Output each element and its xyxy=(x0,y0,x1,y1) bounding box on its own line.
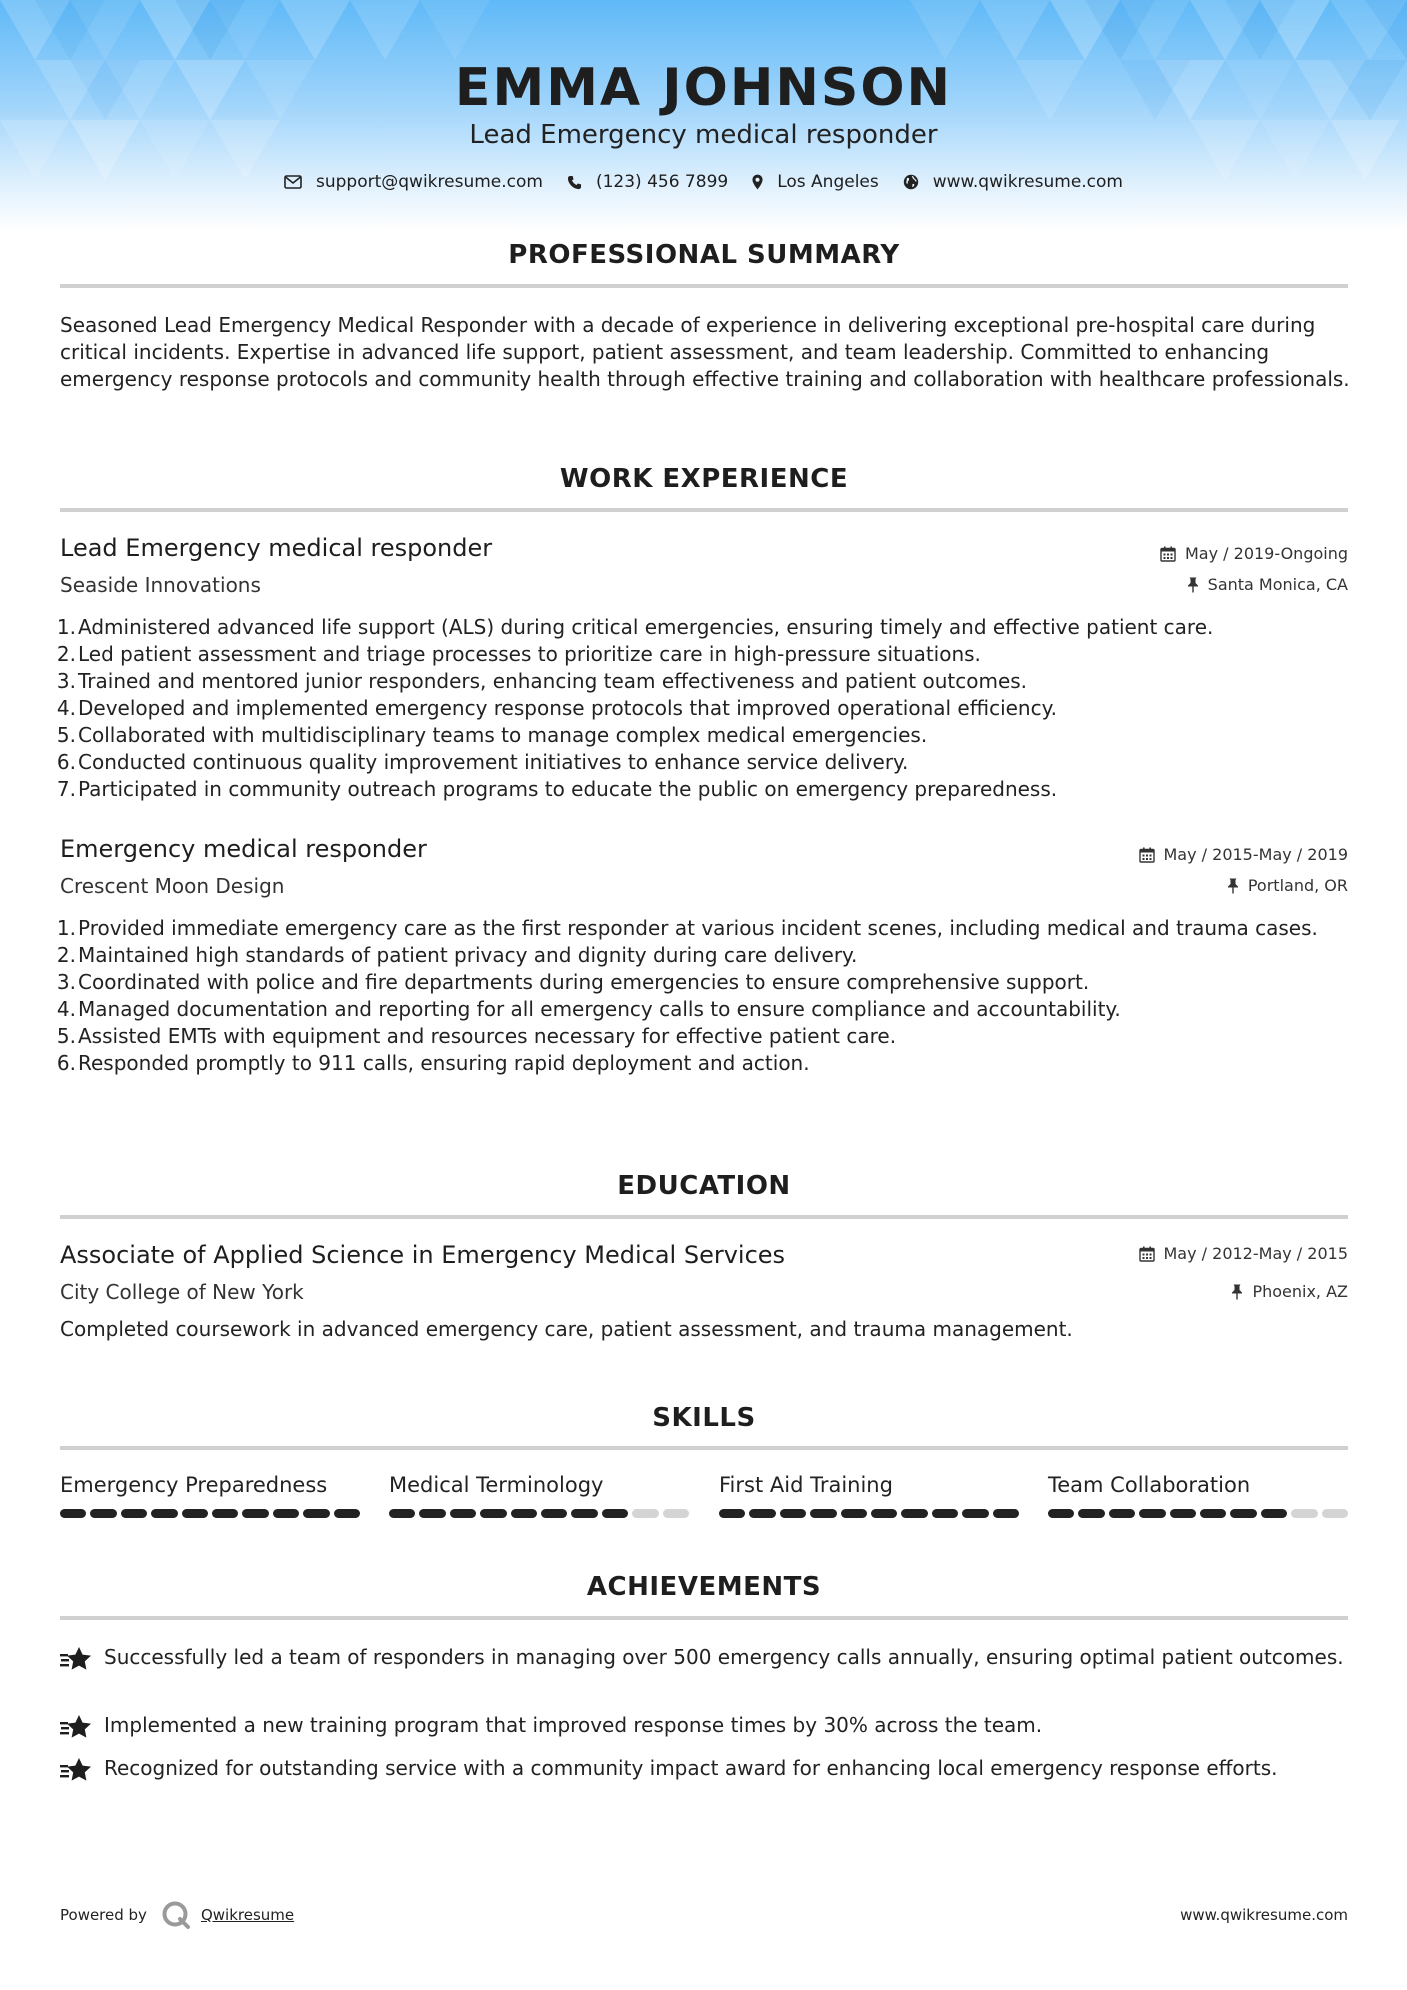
calendar-icon xyxy=(1139,847,1155,863)
calendar-icon xyxy=(1139,1246,1155,1262)
experience-heading: WORK EXPERIENCE xyxy=(559,464,849,494)
education-school: City College of New York xyxy=(60,1280,304,1304)
list-item: 3. Trained and mentored junior responders, enhancing team effectiveness and patient outcomes. xyxy=(56,669,1028,693)
job-dates-text: May / 2015-May / 2019 xyxy=(1163,845,1348,864)
job-company: Crescent Moon Design xyxy=(60,874,285,898)
education-degree: Associate of Applied Science in Emergency Medical Services xyxy=(60,1241,786,1269)
summary-heading: PROFESSIONAL SUMMARY xyxy=(508,240,900,270)
skill-level-segment xyxy=(303,1509,329,1518)
skill-level-segment xyxy=(1139,1509,1165,1518)
list-item: 3. Coordinated with police and fire departments during emergencies to ensure comprehensive support. xyxy=(56,970,1090,994)
skill-level-segment xyxy=(962,1509,988,1518)
skill-level-segment xyxy=(1078,1509,1104,1518)
skill-level-segment xyxy=(871,1509,897,1518)
envelope-icon xyxy=(284,175,302,189)
list-item: 5. Collaborated with multidisciplinary teams to manage complex medical emergencies. xyxy=(56,723,928,747)
list-item: 6. Responded promptly to 911 calls, ensuring rapid deployment and action. xyxy=(56,1051,810,1075)
pushpin-icon xyxy=(1187,577,1199,593)
star-award-icon xyxy=(60,1646,92,1672)
contact-phone[interactable] xyxy=(567,172,728,192)
contact-website[interactable] xyxy=(903,172,1123,192)
skill-level-segment xyxy=(1109,1509,1135,1518)
skill-level-segment xyxy=(932,1509,958,1518)
skill-level-segment xyxy=(1261,1509,1287,1518)
skill-level-segment xyxy=(1230,1509,1256,1518)
skill-level-segment xyxy=(632,1509,658,1518)
job-location-text: Santa Monica, CA xyxy=(1207,575,1348,594)
skill-level-segment xyxy=(450,1509,476,1518)
job-title: Emergency medical responder xyxy=(60,835,427,863)
achievement-text: Recognized for outstanding service with a community impact award for enhancing local emergency response efforts. xyxy=(104,1756,1278,1780)
skills-heading: SKILLS xyxy=(652,1403,756,1433)
contact-bar xyxy=(0,172,1407,192)
skill-level-segment xyxy=(121,1509,147,1518)
job-location xyxy=(1187,575,1348,594)
achievement-item xyxy=(60,1755,1350,1783)
skill-item xyxy=(60,1473,360,1518)
contact-email-text: support@qwikresume.com xyxy=(316,172,543,192)
skill-item xyxy=(1048,1473,1348,1518)
skill-level-segment xyxy=(212,1509,238,1518)
skill-level-segment xyxy=(1170,1509,1196,1518)
list-item: 4. Developed and implemented emergency response protocols that improved operational efficiency. xyxy=(56,696,1057,720)
education-dates xyxy=(1139,1244,1349,1263)
job-responsibilities xyxy=(56,614,1350,803)
skill-level-segment xyxy=(1291,1509,1317,1518)
skill-name: Medical Terminology xyxy=(389,1473,604,1497)
pushpin-icon xyxy=(1231,1284,1243,1300)
calendar-icon xyxy=(1160,546,1176,562)
job-dates xyxy=(1160,544,1348,563)
achievement-text: Successfully led a team of responders in managing over 500 emergency calls annually, ensuring optimal patient outcomes. xyxy=(104,1645,1344,1669)
skill-level-segment xyxy=(182,1509,208,1518)
skill-level-segment xyxy=(151,1509,177,1518)
skill-level-segment xyxy=(60,1509,86,1518)
achievement-text: Implemented a new training program that improved response times by 30% across the team. xyxy=(104,1713,1043,1737)
skill-level-segment xyxy=(602,1509,628,1518)
list-item: 1. Provided immediate emergency care as the first responder at various incident scenes, including medical and trauma cases. xyxy=(56,916,1318,940)
skill-level-segment xyxy=(511,1509,537,1518)
skill-level-segment xyxy=(242,1509,268,1518)
skill-level-segment xyxy=(419,1509,445,1518)
skill-level-segment xyxy=(749,1509,775,1518)
contact-location-text: Los Angeles xyxy=(777,172,879,192)
list-item: 4. Managed documentation and reporting for all emergency calls to ensure compliance and accountability. xyxy=(56,997,1121,1021)
achievements-divider xyxy=(60,1616,1348,1620)
skill-level-segment xyxy=(90,1509,116,1518)
education-dates-text: May / 2012-May / 2015 xyxy=(1163,1244,1348,1263)
skill-level-segment xyxy=(541,1509,567,1518)
skill-item xyxy=(389,1473,689,1518)
skill-level-bar xyxy=(719,1509,1019,1518)
skill-level-segment xyxy=(273,1509,299,1518)
education-heading: EDUCATION xyxy=(617,1171,791,1201)
skill-level-segment xyxy=(480,1509,506,1518)
skill-level-segment xyxy=(810,1509,836,1518)
list-item: 2. Led patient assessment and triage processes to prioritize care in high-pressure situations. xyxy=(56,642,981,666)
summary-text: Seasoned Lead Emergency Medical Responder with a decade of experience in delivering exceptional pre-hospital care during critical incidents. Expertise in advanced life support, patient assessment, and team leadership. Committed to enhancing emergency response protocols and community health through effective training and collaboration with healthcare professionals. xyxy=(60,313,1350,391)
list-item: 6. Conducted continuous quality improvement initiatives to enhance service delivery. xyxy=(56,750,909,774)
skill-level-segment xyxy=(719,1509,745,1518)
qwikresume-logo-icon xyxy=(161,1900,191,1930)
qwikresume-link[interactable]: Qwikresume xyxy=(200,1906,295,1924)
education-location xyxy=(1231,1282,1348,1301)
skill-level-segment xyxy=(841,1509,867,1518)
list-item: 2. Maintained high standards of patient privacy and dignity during care delivery. xyxy=(56,943,858,967)
phone-icon xyxy=(567,175,582,190)
skill-level-segment xyxy=(389,1509,415,1518)
contact-website-text: www.qwikresume.com xyxy=(932,172,1123,192)
pushpin-icon xyxy=(1227,878,1239,894)
education-divider xyxy=(60,1215,1348,1219)
skill-level-segment xyxy=(663,1509,689,1518)
skill-name: Team Collaboration xyxy=(1048,1473,1251,1497)
skill-level-segment xyxy=(780,1509,806,1518)
resume-header xyxy=(0,0,1407,230)
contact-location xyxy=(752,172,879,192)
list-item: 5. Assisted EMTs with equipment and resources necessary for effective patient care. xyxy=(56,1024,897,1048)
achievement-item xyxy=(60,1712,1350,1740)
contact-email[interactable] xyxy=(284,172,543,192)
skill-level-segment xyxy=(993,1509,1019,1518)
skill-name: First Aid Training xyxy=(719,1473,893,1497)
job-dates xyxy=(1139,845,1349,864)
footer-powered-by xyxy=(60,1900,294,1930)
education-description: Completed coursework in advanced emergency care, patient assessment, and trauma management. xyxy=(60,1317,1073,1341)
candidate-name: EMMA JOHNSON xyxy=(454,58,953,118)
summary-divider xyxy=(60,284,1348,288)
skill-level-segment xyxy=(1200,1509,1226,1518)
experience-divider xyxy=(60,508,1348,512)
job-dates-text: May / 2019-Ongoing xyxy=(1185,544,1348,563)
achievement-item xyxy=(60,1644,1350,1672)
list-item: 7. Participated in community outreach programs to educate the public on emergency preparedness. xyxy=(56,777,1058,801)
list-item: 1. Administered advanced life support (ALS) during critical emergencies, ensuring timely and effective patient care. xyxy=(56,615,1214,639)
skill-level-segment xyxy=(334,1509,360,1518)
job-responsibilities xyxy=(56,915,1350,1077)
powered-by-label: Powered by xyxy=(60,1906,147,1924)
skill-level-segment xyxy=(571,1509,597,1518)
skill-item xyxy=(719,1473,1019,1518)
skill-name: Emergency Preparedness xyxy=(60,1473,328,1497)
contact-phone-text: (123) 456 7899 xyxy=(595,172,729,192)
map-marker-icon xyxy=(752,174,763,190)
skill-level-segment xyxy=(1048,1509,1074,1518)
star-award-icon xyxy=(60,1757,92,1783)
skill-level-bar xyxy=(60,1509,360,1518)
skill-level-bar xyxy=(1048,1509,1348,1518)
skills-divider xyxy=(60,1446,1348,1450)
job-location-text: Portland, OR xyxy=(1247,876,1348,895)
footer-website[interactable]: www.qwikresume.com xyxy=(1180,1906,1348,1924)
job-company: Seaside Innovations xyxy=(60,573,261,597)
skill-level-segment xyxy=(1322,1509,1348,1518)
skill-level-segment xyxy=(901,1509,927,1518)
candidate-role: Lead Emergency medical responder xyxy=(469,120,938,150)
skill-level-bar xyxy=(389,1509,689,1518)
education-location-text: Phoenix, AZ xyxy=(1252,1282,1348,1301)
job-location xyxy=(1227,876,1348,895)
globe-icon xyxy=(903,174,919,190)
star-award-icon xyxy=(60,1714,92,1740)
achievements-heading: ACHIEVEMENTS xyxy=(586,1572,822,1602)
job-title: Lead Emergency medical responder xyxy=(60,534,493,562)
